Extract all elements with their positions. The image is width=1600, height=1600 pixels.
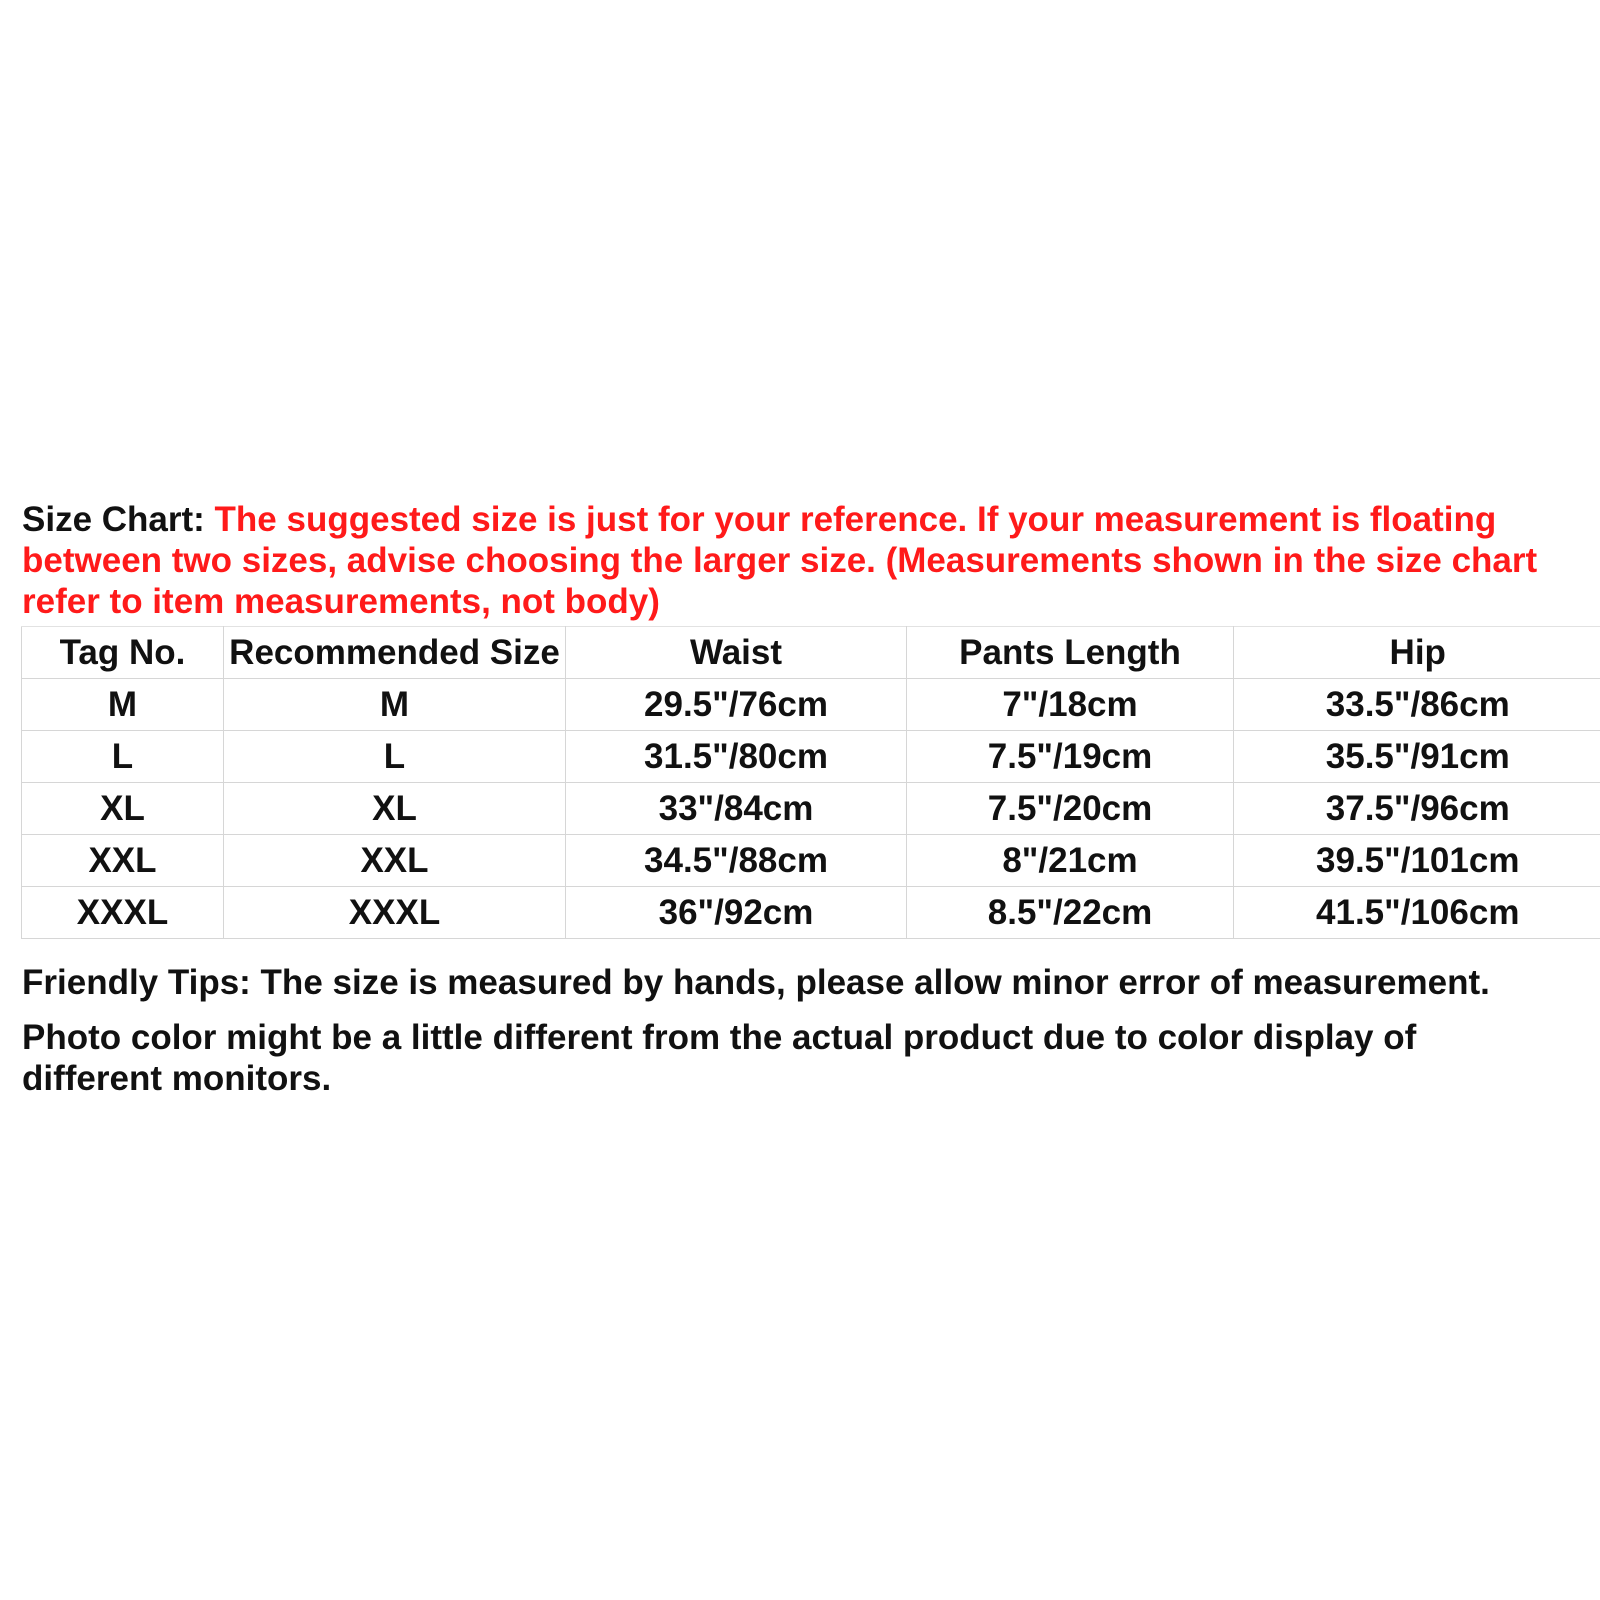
cell-pants-length: 7.5"/19cm	[907, 731, 1234, 783]
cell-waist: 36"/92cm	[566, 887, 907, 939]
header-waist: Waist	[566, 627, 907, 679]
table-header-row	[22, 627, 1600, 679]
cell-waist: 29.5"/76cm	[566, 679, 907, 731]
cell-pants-length: 8"/21cm	[907, 835, 1234, 887]
table-row	[22, 731, 1600, 783]
header-pants-length: Pants Length	[907, 627, 1234, 679]
cell-waist: 31.5"/80cm	[566, 731, 907, 783]
header-tag-no: Tag No.	[22, 627, 224, 679]
cell-hip: 37.5"/96cm	[1234, 783, 1600, 835]
size-chart-label: Size Chart:	[22, 500, 215, 539]
intro-line-1	[22, 499, 1592, 540]
size-chart-table	[21, 626, 1600, 939]
cell-pants-length: 8.5"/22cm	[907, 887, 1234, 939]
cell-tag-no: XXXL	[22, 887, 224, 939]
intro-note-line-1: The suggested size is just for your reference. If your measurement is floating	[214, 500, 1497, 539]
cell-pants-length: 7"/18cm	[907, 679, 1234, 731]
cell-tag-no: L	[22, 731, 224, 783]
cell-recommended-size: XXL	[224, 835, 566, 887]
table-row	[22, 783, 1600, 835]
table-row	[22, 679, 1600, 731]
cell-tag-no: XL	[22, 783, 224, 835]
cell-tag-no: XXL	[22, 835, 224, 887]
header-hip: Hip	[1234, 627, 1600, 679]
cell-hip: 35.5"/91cm	[1234, 731, 1600, 783]
cell-hip: 33.5"/86cm	[1234, 679, 1600, 731]
cell-hip: 39.5"/101cm	[1234, 835, 1600, 887]
cell-recommended-size: XL	[224, 783, 566, 835]
intro-note-line-2: between two sizes, advise choosing the larger size. (Measurements shown in the size chart	[22, 541, 1538, 580]
tip-photo-color: Photo color might be a little different from the actual product due to color display of different monitors.	[22, 1018, 1417, 1098]
cell-waist: 34.5"/88cm	[566, 835, 907, 887]
cell-pants-length: 7.5"/20cm	[907, 783, 1234, 835]
friendly-tips	[22, 962, 1582, 1099]
tip-measurement: Friendly Tips: The size is measured by hands, please allow minor error of measurement.	[22, 963, 1490, 1002]
cell-recommended-size: L	[224, 731, 566, 783]
cell-recommended-size: XXXL	[224, 887, 566, 939]
cell-tag-no: M	[22, 679, 224, 731]
cell-hip: 41.5"/106cm	[1234, 887, 1600, 939]
cell-recommended-size: M	[224, 679, 566, 731]
cell-waist: 33"/84cm	[566, 783, 907, 835]
table-row	[22, 835, 1600, 887]
intro-note-line-3: refer to item measurements, not body)	[22, 582, 660, 621]
table-row	[22, 887, 1600, 939]
header-recommended-size: Recommended Size	[224, 627, 566, 679]
size-chart-intro	[22, 499, 1592, 622]
